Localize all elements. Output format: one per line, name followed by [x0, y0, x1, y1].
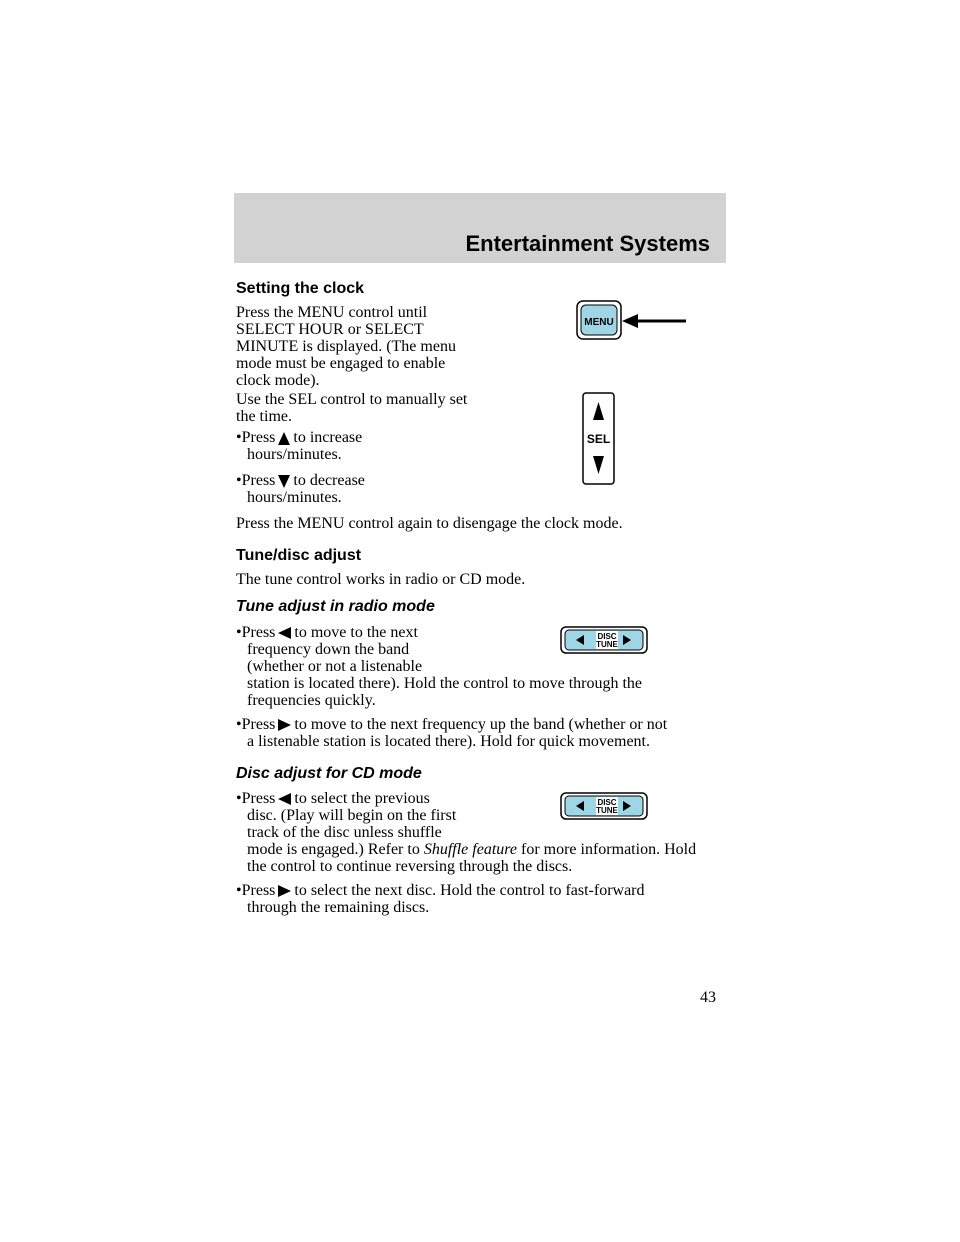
- clock-intro: Press the MENU control until SELECT HOUR or SELECT MINUTE is displayed. (The menu mode must be engaged to enable clock mode).: [236, 304, 456, 389]
- svg-text:MENU: MENU: [584, 317, 614, 328]
- svg-text:SEL: SEL: [586, 432, 611, 446]
- heading-cd-mode: Disc adjust for CD mode: [236, 765, 422, 782]
- clock-sel-text: Use the SEL control to manually set the time.: [236, 391, 468, 425]
- bullet-radio-up: •Press to move to the next frequency up the band (whether or not a listenable station is located there). Hold for quick movement.: [236, 716, 668, 750]
- svg-text:TUNE: TUNE: [596, 640, 618, 649]
- bullet-increase: •Press to increase hours/minutes.: [236, 429, 363, 463]
- svg-text:TUNE: TUNE: [596, 806, 618, 815]
- svg-text:DISC: DISC: [597, 632, 617, 641]
- tune-intro: The tune control works in radio or CD mode.: [236, 571, 526, 588]
- shuffle-feature-ref: Shuffle feature: [423, 841, 517, 858]
- svg-text:DISC: DISC: [597, 798, 617, 807]
- right-arrow-icon: [278, 885, 291, 897]
- left-arrow-icon: [278, 793, 291, 805]
- bullet-cd-next: •Press to select the next disc. Hold the control to fast-forward through the remaining discs.: [236, 882, 645, 916]
- up-arrow-icon: [278, 432, 290, 445]
- bullet-radio-down: •Press to move to the next frequency down the band (whether or not a listenable station is located there). Hold the control to move through the frequencies quickly.: [236, 624, 643, 709]
- disc-tune-illustration-cd: [560, 792, 648, 820]
- down-arrow-icon: [278, 475, 290, 488]
- page-number: 43: [700, 989, 716, 1006]
- section-header-band: [234, 193, 726, 263]
- heading-setting-clock: Setting the clock: [236, 280, 365, 297]
- disc-tune-illustration-radio: [560, 626, 648, 654]
- heading-radio-mode: Tune adjust in radio mode: [236, 598, 435, 615]
- heading-tune-disc: Tune/disc adjust: [236, 547, 362, 564]
- menu-button-illustration: [576, 300, 691, 345]
- bullet-cd-previous: •Press to select the previous disc. (Play will begin on the first track of the disc unless shuffle mode is engaged.) Refer to Shuffle feature for more information. Hold the control to continue reversing through the discs.: [236, 790, 697, 875]
- right-arrow-icon: [278, 719, 291, 731]
- bullet-decrease: •Press to decrease hours/minutes.: [236, 472, 365, 506]
- left-arrow-icon: [278, 627, 291, 639]
- sel-control-illustration: [582, 392, 616, 486]
- clock-outro: Press the MENU control again to disengage the clock mode.: [236, 515, 623, 532]
- section-title: Entertainment Systems: [465, 231, 710, 256]
